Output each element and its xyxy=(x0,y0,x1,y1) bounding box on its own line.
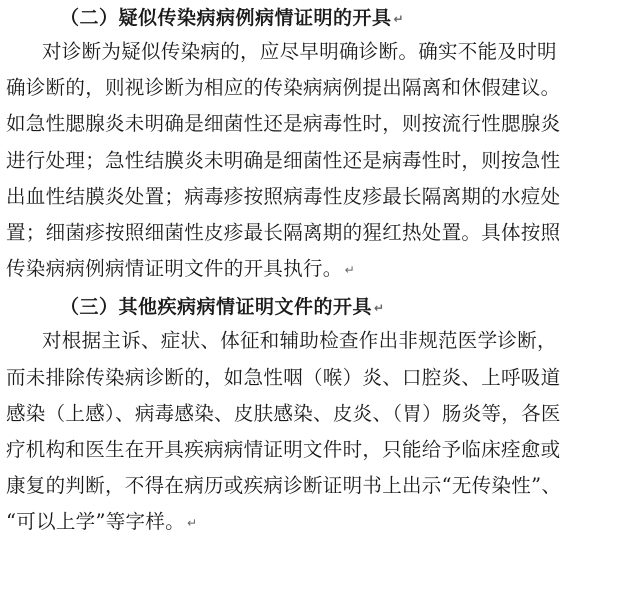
paragraph-line-text: 传染病病例病情证明文件的开具执行。 xyxy=(6,257,343,281)
section-two-paragraph xyxy=(6,34,634,287)
paragraph-line: 康复的判断，不得在病历或疾病诊断证明书上出示“无传染性”、 xyxy=(6,474,562,498)
section-three-heading xyxy=(6,291,634,323)
paragraph-line: 出血性结膜炎处置；病毒疹按照病毒性皮疹最长隔离期的水痘处 xyxy=(6,184,561,208)
paragraph-line: 如急性腮腺炎未明确是细菌性还是病毒性时，则按流行性腮腺炎 xyxy=(6,112,561,136)
paragraph-line: 感染（上感）、病毒感染、皮肤感染、皮炎、（胃）肠炎等，各医 xyxy=(6,401,561,425)
section-three-paragraph xyxy=(6,323,634,540)
paragraph-line: 疗机构和医生在开具疾病病情证明文件时，只能给予临床痊愈或 xyxy=(6,437,561,461)
section-three-heading-text: （三）其他疾病病情证明文件的开具 xyxy=(60,296,373,319)
paragraph-line: 确诊断的，则视诊断为相应的传染病病例提出隔离和休假建议。 xyxy=(6,76,561,100)
paragraph-mark-icon: ↵ xyxy=(393,12,405,26)
paragraph-line: 对根据主诉、症状、体征和辅助检查作出非规范医学诊断， xyxy=(42,329,557,353)
paragraph-line-last xyxy=(6,504,634,540)
paragraph-line: 进行处理；急性结膜炎未明确是细菌性还是病毒性时，则按急性 xyxy=(6,148,561,172)
paragraph-line-text: “可以上学”等字样。 xyxy=(6,510,185,534)
paragraph-line: 而未排除传染病诊断的，如急性咽（喉）炎、口腔炎、上呼吸道 xyxy=(6,365,561,389)
paragraph-mark-icon: ↵ xyxy=(186,516,198,531)
paragraph-line: 置；细菌疹按照细菌性皮疹最长隔离期的猩红热处置。具体按照 xyxy=(6,220,561,244)
section-two-heading-text: （二）疑似传染病病例病情证明的开具 xyxy=(60,7,392,29)
paragraph-mark-icon: ↵ xyxy=(374,301,385,316)
section-two-heading xyxy=(6,2,634,34)
paragraph-line: 对诊断为疑似传染病的，应尽早明确诊断。确实不能及时明 xyxy=(42,40,557,63)
paragraph-line-last xyxy=(6,251,634,287)
paragraph-mark-icon: ↵ xyxy=(344,263,355,278)
